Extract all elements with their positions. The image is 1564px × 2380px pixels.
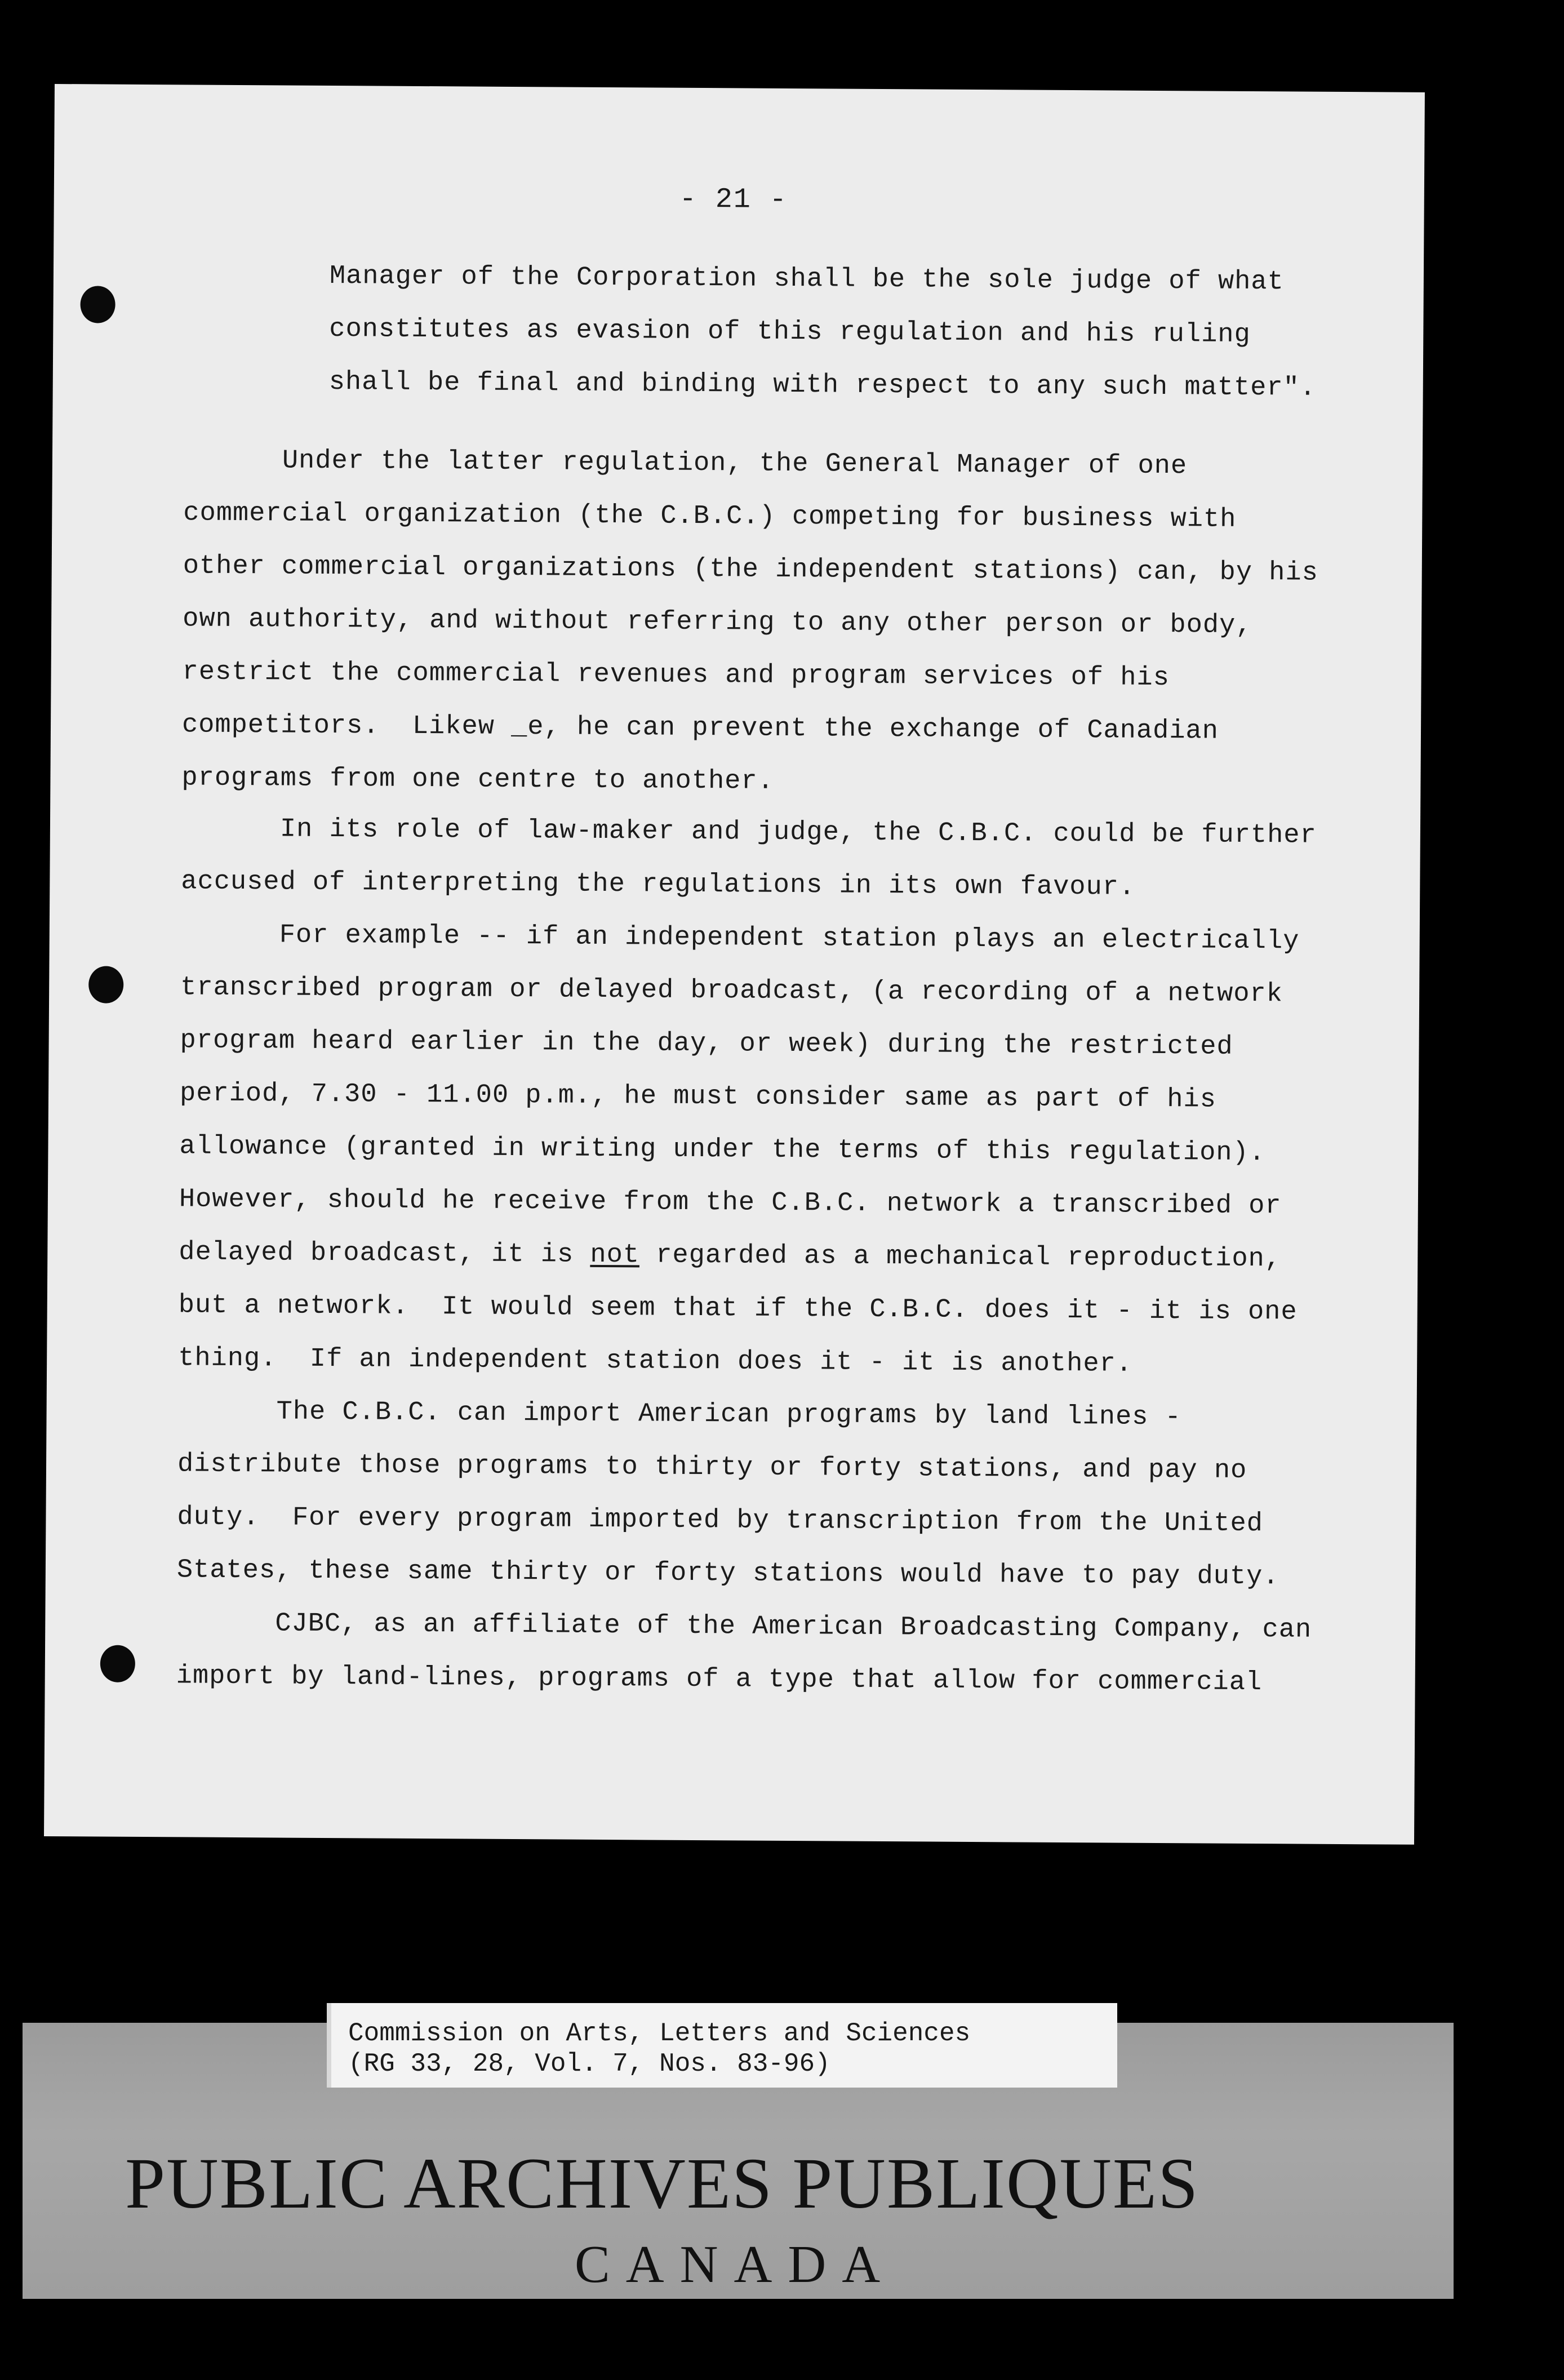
text-line: For example -- if an independent station plays an electrically [279, 920, 1300, 957]
text-span: delayed broadcast, it is [179, 1237, 590, 1270]
text-line: program heard earlier in the day, or week) during the restricted [180, 1025, 1233, 1062]
citation-card [327, 2003, 1117, 2088]
text-line: import by land-lines, programs of a type that allow for commercial [176, 1661, 1263, 1698]
text-line: but a network. It would seem that if the C.B.C. does it - it is one [178, 1290, 1298, 1327]
text-line: Under the latter regulation, the General Manager of one [282, 446, 1188, 482]
page-number: - 21 - [679, 183, 788, 216]
text-line: constitutes as evasion of this regulation and his ruling [329, 314, 1251, 350]
text-line: period, 7.30 - 11.00 p.m., he must consider same as part of his [179, 1078, 1217, 1115]
punch-hole-middle [88, 966, 123, 1003]
text-line: own authority, and without referring to any other person or body, [183, 604, 1252, 641]
archive-country: CANADA [575, 2235, 896, 2294]
text-line: duty. For every program imported by transcription from the United [177, 1502, 1264, 1539]
archive-title: PUBLIC ARCHIVES PUBLIQUES [125, 2143, 1199, 2223]
punch-hole-bottom [100, 1645, 135, 1682]
text-line: transcribed program or delayed broadcast, (a recording of a network [180, 973, 1283, 1010]
text-line: distribute those programs to thirty or forty stations, and pay no [177, 1449, 1247, 1486]
punch-hole-top [80, 286, 115, 323]
underlined-word: not [590, 1240, 640, 1271]
text-line: competitors. Likew _e, he can prevent the exchange of Canadian [181, 710, 1219, 747]
text-line: Manager of the Corporation shall be the sole judge of what [329, 261, 1284, 298]
citation-line-2: (RG 33, 28, Vol. 7, Nos. 83-96) [348, 2049, 830, 2079]
text-line: In its role of law-maker and judge, the C.B.C. could be further [279, 814, 1317, 851]
text-line: The C.B.C. can import American programs by land lines - [276, 1397, 1182, 1433]
text-line: thing. If an independent station does it - it is another. [178, 1343, 1133, 1379]
text-line: However, should he receive from the C.B.C. network a transcribed or [179, 1184, 1282, 1222]
citation-line-1: Commission on Arts, Letters and Sciences [348, 2019, 971, 2048]
text-line: shall be final and binding with respect to any such matter". [328, 367, 1317, 403]
text-line: allowance (granted in writing under the terms of this regulation). [179, 1131, 1266, 1169]
text-line: accused of interpreting the regulations in its own favour. [181, 867, 1136, 903]
text-line-with-emphasis [179, 1237, 1281, 1274]
text-span: regarded as a mechanical reproduction, [639, 1240, 1282, 1275]
text-line: restrict the commercial revenues and program services of his [182, 657, 1170, 694]
text-line: commercial organization (the C.B.C.) competing for business with [183, 498, 1237, 535]
text-line: programs from one centre to another. [181, 763, 774, 797]
text-line: other commercial organizations (the independent stations) can, by his [183, 551, 1319, 588]
document-page [44, 84, 1425, 1845]
text-line: States, these same thirty or forty stations would have to pay duty. [176, 1555, 1279, 1592]
text-line: CJBC, as an affiliate of the American Broadcasting Company, can [275, 1609, 1312, 1645]
